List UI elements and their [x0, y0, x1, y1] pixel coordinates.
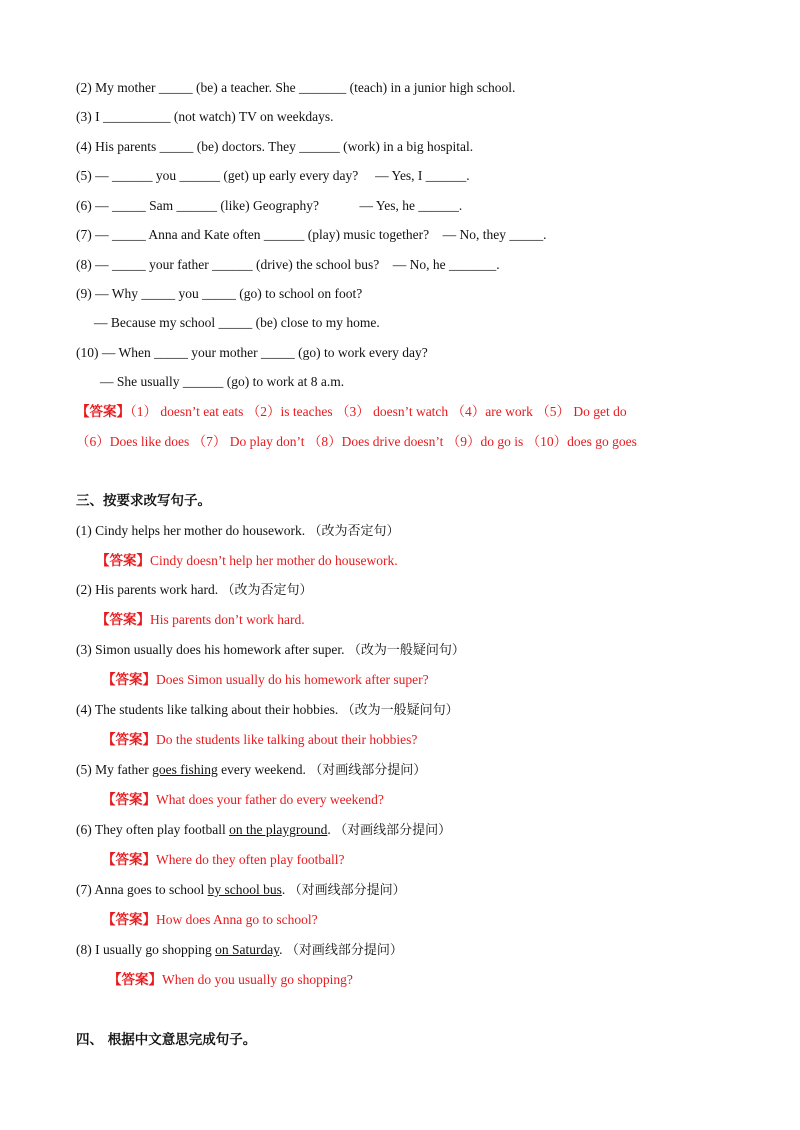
rewrite-answer-7 — [102, 911, 318, 929]
exercise-item-7: (7) — _____ Anna and Kate often ______ (play) music together? — No, they _____. — [76, 227, 547, 242]
answer-tag: 【答案】 — [76, 404, 130, 419]
question-text: (7) Anna goes to school — [76, 882, 208, 897]
exercise-item-8: (8) — _____ your father ______ (drive) the school bus? — No, he _______. — [76, 257, 500, 272]
answer-tag: 【答案】 — [102, 672, 156, 687]
rewrite-answer-3 — [102, 671, 429, 689]
exercise-item-2: (2) My mother _____ (be) a teacher. She _______ (teach) in a junior high school. — [76, 80, 516, 95]
instruction-note: （改为否定句） — [221, 583, 313, 598]
question-text: (3) Simon usually does his homework after super. — [76, 642, 345, 657]
rewrite-answer-4 — [102, 731, 417, 749]
question-text-end: . — [279, 942, 283, 957]
rewrite-answer-8 — [108, 971, 353, 989]
answer-tag: 【答案】 — [102, 732, 156, 747]
instruction-note: （改为一般疑问句） — [341, 703, 459, 718]
question-text: (5) My father — [76, 762, 153, 777]
exercise-item-9-question: (9) — Why _____ you _____ (go) to school on foot? — [76, 286, 363, 301]
exercise-item-6: (6) — _____ Sam ______ (like) Geography? — Yes, he ______. — [76, 198, 463, 213]
question-text: (2) His parents work hard. — [76, 582, 219, 597]
rewrite-answer-6 — [102, 851, 345, 869]
answer-tag: 【答案】 — [108, 972, 162, 987]
answer-text: When do you usually go shopping? — [162, 972, 353, 987]
rewrite-answer-1 — [96, 552, 398, 570]
answer-tag: 【答案】 — [102, 852, 156, 867]
answer-tag: 【答案】 — [96, 612, 150, 627]
answer-text: What does your father do every weekend? — [156, 792, 384, 807]
rewrite-question-5 — [76, 761, 426, 780]
exercise-item-3: (3) I __________ (not watch) TV on weekdays. — [76, 109, 334, 124]
rewrite-question-2 — [76, 581, 312, 600]
answer-text: How does Anna go to school? — [156, 912, 318, 927]
answer-tag: 【答案】 — [96, 553, 150, 568]
underlined-phrase: on Saturday — [215, 942, 280, 957]
instruction-note: （改为一般疑问句） — [347, 643, 465, 658]
exercise-item-9-response: — Because my school _____ (be) close to my home. — [94, 315, 380, 330]
underlined-phrase: goes fishing — [152, 762, 218, 777]
exercise-item-10-question: (10) — When _____ your mother _____ (go) to work every day? — [76, 345, 428, 360]
answer-text: Does Simon usually do his homework after super? — [156, 672, 429, 687]
question-text: (6) They often play football — [76, 822, 230, 837]
question-text-end: . — [327, 822, 331, 837]
answer-text: Cindy doesn’t help her mother do housework. — [150, 553, 398, 568]
exercise-item-10-response: — She usually ______ (go) to work at 8 a.m. — [100, 374, 345, 389]
section-3-heading: 三、按要求改写句子。 — [76, 493, 211, 509]
answer-text: Where do they often play football? — [156, 852, 345, 867]
exercise-item-4: (4) His parents _____ (be) doctors. They ______ (work) in a big hospital. — [76, 139, 474, 154]
answer-text-1: （1） doesn’t eat eats （2）is teaches （3） doesn’t watch （4）are work （5） Do get do — [130, 404, 627, 419]
answer-tag: 【答案】 — [102, 792, 156, 807]
instruction-note: （对画线部分提问） — [285, 943, 403, 958]
question-text: (8) I usually go shopping — [76, 942, 216, 957]
answer-text: Do the students like talking about their hobbies? — [156, 732, 418, 747]
rewrite-question-6 — [76, 821, 451, 840]
rewrite-answer-5 — [102, 791, 384, 809]
instruction-note: （对画线部分提问） — [309, 763, 427, 778]
underlined-phrase: on the playground — [229, 822, 328, 837]
rewrite-question-7 — [76, 881, 406, 900]
rewrite-question-3 — [76, 641, 465, 660]
section-4-heading: 四、 根据中文意思完成句子。 — [76, 1032, 257, 1048]
underlined-phrase: by school bus — [207, 882, 282, 897]
instruction-note: （对画线部分提问） — [288, 883, 406, 898]
answer-line-2: （6）Does like does （7） Do play don’t （8）Does drive doesn’t （9）do go is （10）does go goes — [76, 434, 637, 449]
exercise-item-5: (5) — ______ you ______ (get) up early every day? — Yes, I ______. — [76, 168, 470, 183]
rewrite-answer-2 — [96, 611, 305, 629]
question-text: (4) The students like talking about their hobbies. — [76, 702, 339, 717]
answer-tag: 【答案】 — [102, 912, 156, 927]
answer-line-1 — [76, 403, 627, 421]
instruction-note: （改为否定句） — [308, 524, 400, 539]
rewrite-question-1 — [76, 522, 399, 541]
question-text-end: . — [281, 882, 286, 897]
rewrite-question-8 — [76, 941, 403, 960]
rewrite-question-4 — [76, 701, 459, 720]
question-text: (1) Cindy helps her mother do housework. — [76, 523, 306, 538]
question-text-end: every weekend. — [217, 762, 306, 777]
instruction-note: （对画线部分提问） — [334, 823, 452, 838]
answer-text: His parents don’t work hard. — [150, 612, 305, 627]
